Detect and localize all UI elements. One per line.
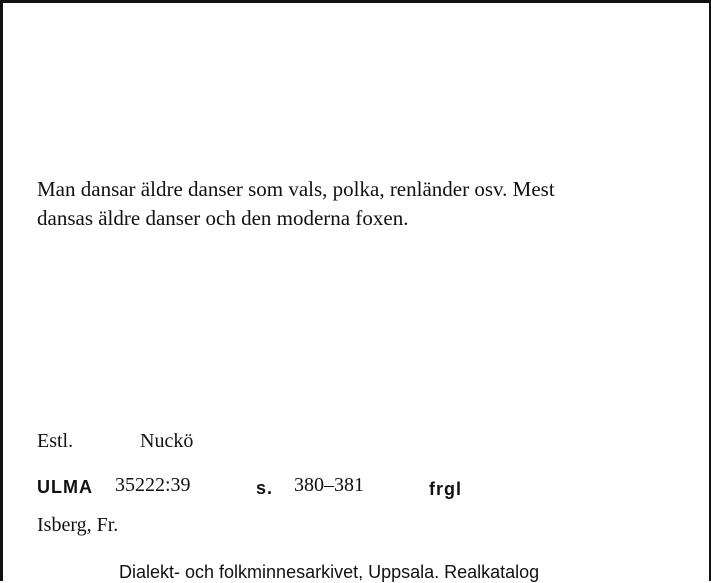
record-text-line-2: dansas äldre danser och den moderna foxen. xyxy=(37,206,409,230)
pages-label: s. xyxy=(256,478,274,498)
page-range: 380–381 xyxy=(294,474,364,496)
archive-footer: Dialekt- och folkminnesarkivet, Uppsala. Realkatalog xyxy=(119,562,540,582)
archive-label: ULMA xyxy=(37,477,93,497)
collector-name: Isberg, Fr. xyxy=(37,514,119,536)
record-text xyxy=(37,175,687,233)
type-code: frgl xyxy=(429,479,462,499)
region-label: Estl. xyxy=(37,430,74,452)
record-text-line-1: Man dansar äldre danser som vals, polka, renländer osv. Mest xyxy=(37,177,555,201)
archive-number: 35222:39 xyxy=(115,474,191,496)
place-label: Nuckö xyxy=(140,430,194,452)
